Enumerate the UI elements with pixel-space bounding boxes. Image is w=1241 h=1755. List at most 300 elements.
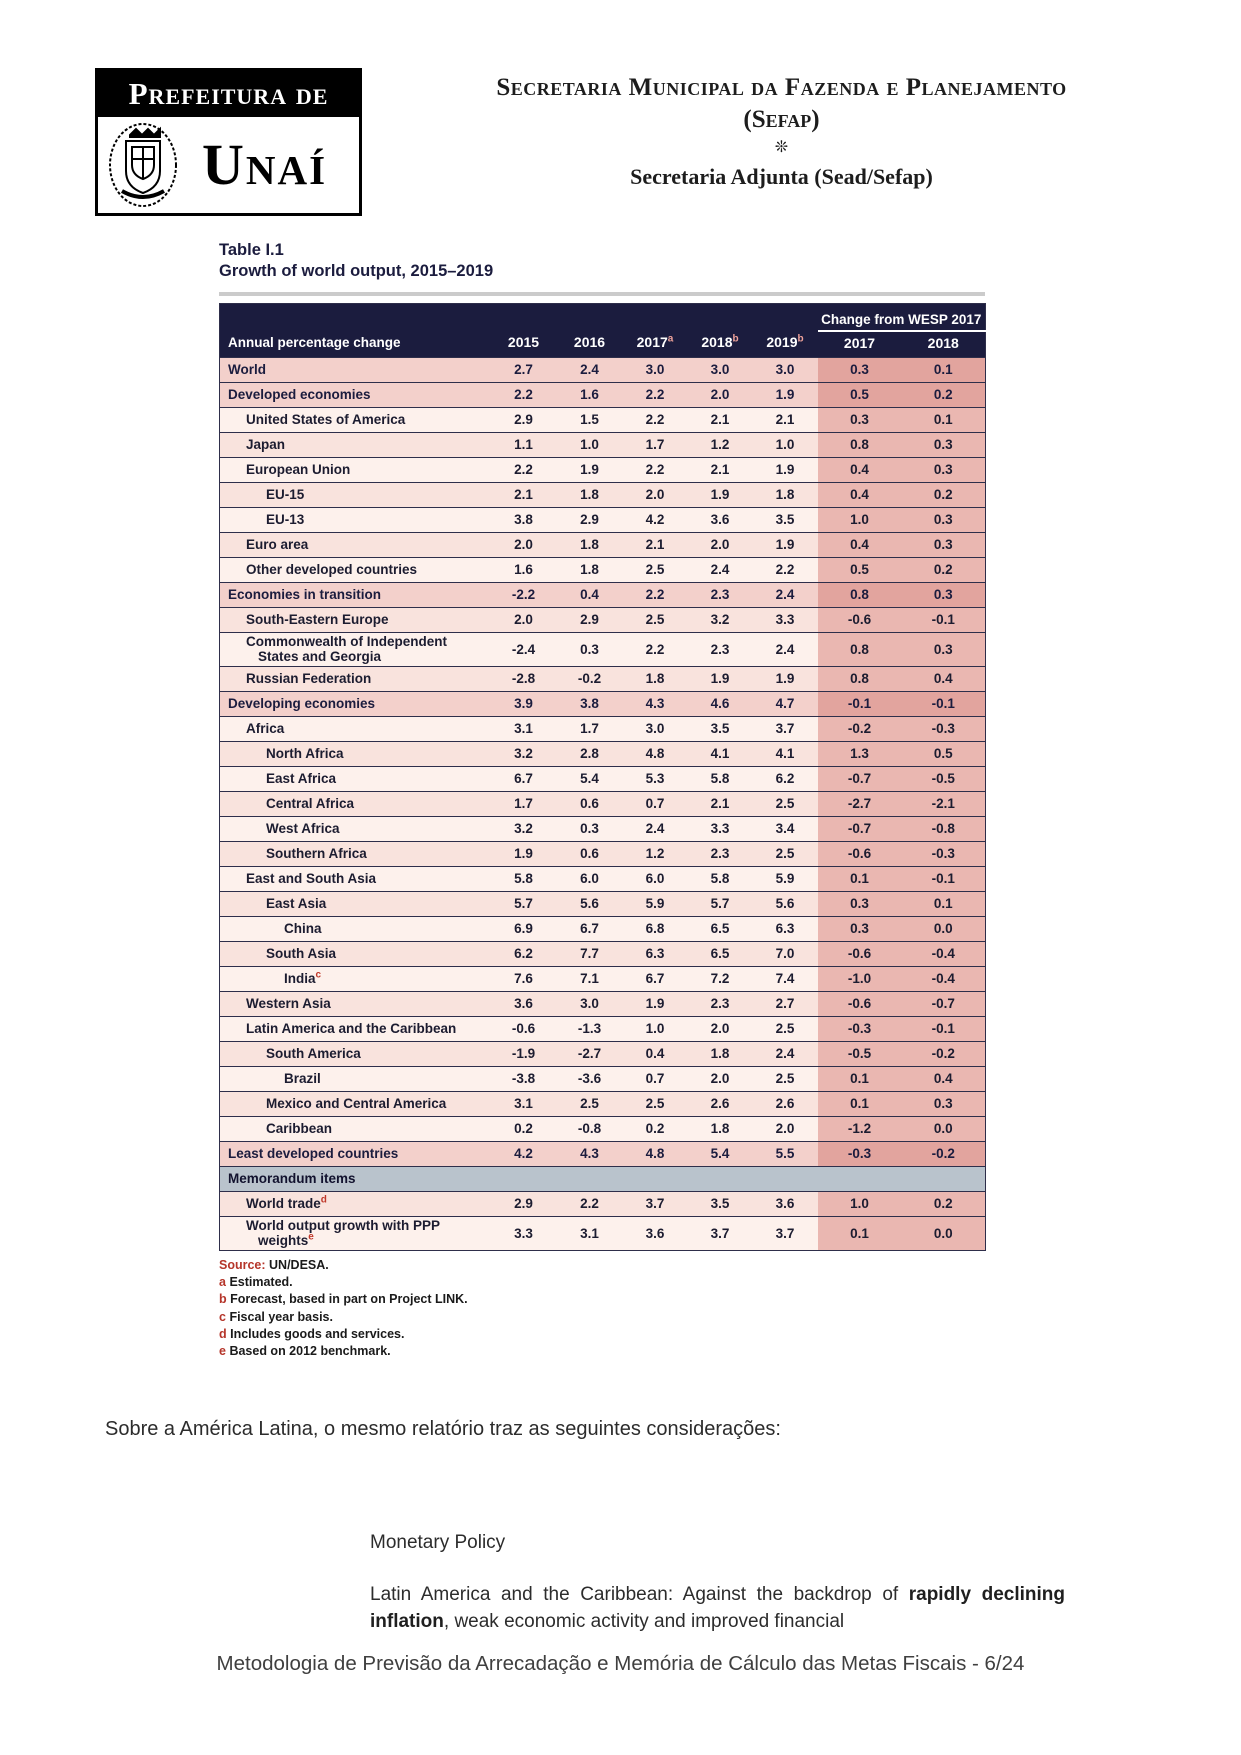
org-department: Secretaria Adjunta (Sead/Sefap) <box>630 164 933 189</box>
row-label-text: North Africa <box>266 746 344 762</box>
table-row <box>220 557 986 582</box>
value-cell: 1.9 <box>753 666 818 691</box>
value-cell: 2.0 <box>688 1066 753 1091</box>
value-cell: -1.2 <box>818 1116 902 1141</box>
row-label <box>220 766 491 791</box>
table-row <box>220 891 986 916</box>
value-cell: 5.6 <box>557 891 623 916</box>
value-cell: 3.7 <box>623 1191 688 1216</box>
value-cell: 3.6 <box>688 507 753 532</box>
table-row <box>220 1141 986 1166</box>
row-label <box>220 557 491 582</box>
row-label <box>220 691 491 716</box>
value-cell: 2.7 <box>753 991 818 1016</box>
value-cell: 2.1 <box>688 407 753 432</box>
value-cell: 3.6 <box>623 1216 688 1250</box>
value-cell: 1.0 <box>818 507 902 532</box>
row-superscript: e <box>308 1231 314 1243</box>
value-cell: 2.2 <box>753 557 818 582</box>
table-row <box>220 1041 986 1066</box>
value-cell: 0.3 <box>557 632 623 666</box>
value-cell: 0.0 <box>902 1116 986 1141</box>
value-cell: 5.4 <box>688 1141 753 1166</box>
row-label <box>220 1016 491 1041</box>
value-cell: -0.1 <box>818 691 902 716</box>
footnote-letter: b <box>219 1292 231 1307</box>
value-cell: 3.2 <box>491 816 557 841</box>
logo-banner-text: Prefeitura de <box>98 71 359 117</box>
row-label <box>220 941 491 966</box>
value-cell: 2.6 <box>688 1091 753 1116</box>
table-row <box>220 507 986 532</box>
row-label-text: East Africa <box>266 771 337 787</box>
value-cell: 0.2 <box>491 1116 557 1141</box>
table-header-row <box>220 303 986 331</box>
row-label <box>220 841 491 866</box>
table-row <box>220 482 986 507</box>
value-cell: 0.1 <box>818 1066 902 1091</box>
value-cell: 0.3 <box>902 457 986 482</box>
value-cell: 0.1 <box>902 357 986 382</box>
value-cell: 0.3 <box>902 532 986 557</box>
row-label-text: Africa <box>246 721 285 737</box>
value-cell: 2.2 <box>491 457 557 482</box>
column-header-change-year: 2017 <box>818 331 902 358</box>
value-cell: 2.5 <box>753 1016 818 1041</box>
value-cell: 2.9 <box>491 1191 557 1216</box>
value-cell: 1.5 <box>557 407 623 432</box>
footnote-letter: e <box>219 1344 230 1359</box>
value-cell: 0.3 <box>902 632 986 666</box>
value-cell: -2.1 <box>902 791 986 816</box>
row-label-text: Euro area <box>246 537 309 553</box>
value-cell: 6.2 <box>491 941 557 966</box>
value-cell: -0.6 <box>818 941 902 966</box>
value-cell: 3.1 <box>557 1216 623 1250</box>
row-label-text: Mexico and Central America <box>266 1096 447 1112</box>
value-cell: -2.7 <box>557 1041 623 1066</box>
value-cell: -3.8 <box>491 1066 557 1091</box>
value-cell: 4.3 <box>557 1141 623 1166</box>
value-cell: -0.2 <box>557 666 623 691</box>
table-row <box>220 916 986 941</box>
body-heading: Monetary Policy <box>370 1532 506 1553</box>
body-paragraph <box>370 1582 1065 1636</box>
org-sefap: (Sefap) <box>743 106 820 133</box>
value-cell: -0.3 <box>818 1141 902 1166</box>
value-cell: 0.3 <box>902 582 986 607</box>
value-cell: 2.0 <box>623 482 688 507</box>
value-cell: 1.9 <box>688 666 753 691</box>
value-cell: 0.3 <box>818 891 902 916</box>
value-cell: -0.2 <box>902 1041 986 1066</box>
page-footer: Metodologia de Previsão da Arrecadação e Memória de Cálculo das Metas Fiscais - 6/24 <box>216 1652 1025 1675</box>
prefeitura-unai-logo <box>95 68 362 216</box>
value-cell: 6.0 <box>623 866 688 891</box>
value-cell: 2.2 <box>623 582 688 607</box>
value-cell: 1.7 <box>491 791 557 816</box>
table-row <box>220 1066 986 1091</box>
table-row <box>220 941 986 966</box>
row-label-text: Western Asia <box>246 996 331 1012</box>
value-cell: 2.8 <box>557 741 623 766</box>
table-row <box>220 632 986 666</box>
value-cell: 2.5 <box>753 1066 818 1091</box>
footnote-item: a Estimated. <box>219 1275 293 1290</box>
row-label-text: World trade$^d$ <box>246 1194 327 1212</box>
row-label <box>220 1141 491 1166</box>
table-row <box>220 716 986 741</box>
paragraph-segment: Latin America and the Caribbean: Against the backdrop of <box>370 1584 909 1605</box>
value-cell: 3.0 <box>688 357 753 382</box>
row-label-text: Southern Africa <box>266 846 367 862</box>
row-label <box>220 791 491 816</box>
row-label-text: Developing economies <box>228 696 376 712</box>
value-cell: 2.0 <box>688 1016 753 1041</box>
table-row <box>220 841 986 866</box>
value-cell: 1.9 <box>557 457 623 482</box>
row-label-text: China <box>284 921 322 937</box>
value-cell: 0.4 <box>902 1066 986 1091</box>
value-cell: -0.6 <box>491 1016 557 1041</box>
value-cell: 1.1 <box>491 432 557 457</box>
value-cell: 2.5 <box>753 791 818 816</box>
value-cell: 3.3 <box>753 607 818 632</box>
value-cell: 0.6 <box>557 841 623 866</box>
row-label-text: Latin America and the Caribbean <box>246 1021 457 1037</box>
row-superscript: d <box>320 1194 327 1206</box>
value-cell: 1.8 <box>688 1116 753 1141</box>
value-cell: 7.6 <box>491 966 557 991</box>
table-row <box>220 382 986 407</box>
row-label <box>220 407 491 432</box>
value-cell: -0.6 <box>818 991 902 1016</box>
value-cell: -0.5 <box>902 766 986 791</box>
column-header-year: 2019$^b$ <box>753 303 818 357</box>
body-intro: Sobre a América Latina, o mesmo relatório traz as seguintes considerações: <box>105 1418 781 1440</box>
value-cell: 2.9 <box>557 607 623 632</box>
column-header-year: 2015 <box>491 303 557 357</box>
table-row <box>220 357 986 382</box>
value-cell: 0.3 <box>557 816 623 841</box>
table-row <box>220 791 986 816</box>
value-cell: 7.7 <box>557 941 623 966</box>
value-cell: 6.8 <box>623 916 688 941</box>
table-row <box>220 1016 986 1041</box>
value-cell: 2.4 <box>753 632 818 666</box>
value-cell: 1.8 <box>557 532 623 557</box>
value-cell: 2.2 <box>623 457 688 482</box>
table-row <box>220 432 986 457</box>
value-cell: 1.0 <box>623 1016 688 1041</box>
value-cell: 0.1 <box>902 407 986 432</box>
value-cell: 7.1 <box>557 966 623 991</box>
footnote-item: e Based on 2012 benchmark. <box>219 1344 391 1359</box>
row-label <box>220 1066 491 1091</box>
value-cell: 1.2 <box>623 841 688 866</box>
value-cell: 0.8 <box>818 666 902 691</box>
table-footnotes <box>219 1257 985 1361</box>
footnote-item: d Includes goods and services. <box>219 1326 405 1341</box>
value-cell: -2.2 <box>491 582 557 607</box>
table-body <box>220 357 986 1250</box>
row-label <box>220 1116 491 1141</box>
value-cell: 1.9 <box>623 991 688 1016</box>
table-row <box>220 1191 986 1216</box>
value-cell: 1.9 <box>688 482 753 507</box>
value-cell: 2.0 <box>491 532 557 557</box>
value-cell: -0.4 <box>902 966 986 991</box>
value-cell: 1.8 <box>753 482 818 507</box>
value-cell: 0.1 <box>818 866 902 891</box>
value-cell: 6.5 <box>688 941 753 966</box>
source-label: Source: <box>219 1257 266 1272</box>
value-cell: 4.2 <box>623 507 688 532</box>
value-cell: 2.7 <box>491 357 557 382</box>
value-cell: 0.0 <box>902 1216 986 1250</box>
value-cell: -0.1 <box>902 866 986 891</box>
header-superscript: a <box>667 333 674 345</box>
value-cell: 3.1 <box>491 716 557 741</box>
footnote-letter: d <box>219 1326 231 1341</box>
row-label <box>220 1191 491 1216</box>
row-label-text: Other developed countries <box>246 562 418 578</box>
row-label-text: South America <box>266 1046 361 1062</box>
value-cell: 2.2 <box>623 382 688 407</box>
value-cell: 2.0 <box>688 532 753 557</box>
column-header-year: 2018$^b$ <box>688 303 753 357</box>
row-label-text: East Asia <box>266 896 327 912</box>
value-cell: 3.0 <box>557 991 623 1016</box>
value-cell: 0.3 <box>818 916 902 941</box>
value-cell: 2.3 <box>688 841 753 866</box>
row-label-text: Caribbean <box>266 1121 333 1137</box>
table-row <box>220 816 986 841</box>
column-header-change-group: Change from WESP 2017 <box>818 303 986 331</box>
value-cell: 5.8 <box>688 866 753 891</box>
value-cell: 0.5 <box>902 741 986 766</box>
value-cell: -0.2 <box>818 716 902 741</box>
row-label <box>220 607 491 632</box>
row-label-text: South-Eastern Europe <box>246 612 389 628</box>
value-cell: -1.0 <box>818 966 902 991</box>
value-cell: 0.5 <box>818 557 902 582</box>
row-label <box>220 1041 491 1066</box>
row-label <box>220 991 491 1016</box>
value-cell: 5.4 <box>557 766 623 791</box>
value-cell: 4.7 <box>753 691 818 716</box>
row-label-text: Commonwealth of Independent States and Georgia <box>246 633 447 665</box>
value-cell: 2.6 <box>753 1091 818 1116</box>
row-label <box>220 816 491 841</box>
value-cell: 5.5 <box>753 1141 818 1166</box>
value-cell: -0.8 <box>557 1116 623 1141</box>
value-cell: 3.5 <box>753 507 818 532</box>
value-cell: 5.3 <box>623 766 688 791</box>
row-label <box>220 741 491 766</box>
value-cell: 6.7 <box>491 766 557 791</box>
value-cell: 4.6 <box>688 691 753 716</box>
value-cell: 2.3 <box>688 991 753 1016</box>
value-cell: 1.0 <box>557 432 623 457</box>
value-cell: 2.0 <box>491 607 557 632</box>
value-cell: 2.9 <box>491 407 557 432</box>
row-label <box>220 1216 491 1250</box>
value-cell: 1.6 <box>557 382 623 407</box>
value-cell: 1.7 <box>557 716 623 741</box>
value-cell: 0.8 <box>818 582 902 607</box>
row-label <box>220 891 491 916</box>
value-cell: 1.7 <box>623 432 688 457</box>
value-cell: 2.4 <box>753 582 818 607</box>
table-row <box>220 1091 986 1116</box>
value-cell: 2.1 <box>688 791 753 816</box>
value-cell: 6.0 <box>557 866 623 891</box>
table-row <box>220 866 986 891</box>
value-cell: -1.3 <box>557 1016 623 1041</box>
column-header-change-year: 2018 <box>902 331 986 358</box>
row-label-text: Central Africa <box>266 796 355 812</box>
value-cell: 3.7 <box>753 1216 818 1250</box>
table-head <box>220 303 986 357</box>
coat-of-arms-icon <box>106 121 180 209</box>
column-header-label: Annual percentage change <box>220 303 491 357</box>
value-cell: 0.6 <box>557 791 623 816</box>
row-label <box>220 582 491 607</box>
value-cell: 2.1 <box>491 482 557 507</box>
value-cell: 1.9 <box>491 841 557 866</box>
value-cell: 0.4 <box>623 1041 688 1066</box>
value-cell: -0.3 <box>818 1016 902 1041</box>
title-block <box>382 68 1181 216</box>
value-cell: -0.6 <box>818 841 902 866</box>
header-superscript: b <box>732 333 739 345</box>
row-label-text: Least developed countries <box>228 1146 399 1162</box>
value-cell: 2.4 <box>557 357 623 382</box>
value-cell: 2.2 <box>557 1191 623 1216</box>
value-cell: 3.3 <box>491 1216 557 1250</box>
value-cell: 3.7 <box>688 1216 753 1250</box>
value-cell: 2.1 <box>753 407 818 432</box>
table-row <box>220 607 986 632</box>
row-label <box>220 916 491 941</box>
value-cell: 0.5 <box>818 382 902 407</box>
value-cell: 4.3 <box>623 691 688 716</box>
value-cell: 1.8 <box>688 1041 753 1066</box>
value-cell: 3.5 <box>688 1191 753 1216</box>
value-cell: 3.6 <box>753 1191 818 1216</box>
row-label <box>220 966 491 991</box>
value-cell: 3.0 <box>753 357 818 382</box>
value-cell: 1.0 <box>818 1191 902 1216</box>
value-cell: 5.9 <box>623 891 688 916</box>
row-label <box>220 457 491 482</box>
row-label-text: India$^c$ <box>284 969 322 987</box>
row-label <box>220 666 491 691</box>
value-cell: 0.4 <box>818 532 902 557</box>
value-cell: 1.9 <box>753 382 818 407</box>
row-label <box>220 507 491 532</box>
table-row <box>220 691 986 716</box>
value-cell: 6.2 <box>753 766 818 791</box>
value-cell: 1.8 <box>623 666 688 691</box>
column-header-year: 2016 <box>557 303 623 357</box>
value-cell: 3.6 <box>491 991 557 1016</box>
logo-city-text: Unaí <box>201 132 328 197</box>
value-cell: -0.2 <box>902 1141 986 1166</box>
value-cell: 5.8 <box>491 866 557 891</box>
value-cell: 2.4 <box>688 557 753 582</box>
value-cell: -1.9 <box>491 1041 557 1066</box>
value-cell: 0.8 <box>818 632 902 666</box>
value-cell: 4.1 <box>688 741 753 766</box>
value-cell: 5.7 <box>688 891 753 916</box>
value-cell: -0.7 <box>902 991 986 1016</box>
table-row <box>220 741 986 766</box>
row-label-text: Developed economies <box>228 387 371 403</box>
value-cell: 2.5 <box>623 1091 688 1116</box>
value-cell: 2.5 <box>557 1091 623 1116</box>
value-cell: 0.1 <box>818 1091 902 1116</box>
value-cell: 0.4 <box>818 457 902 482</box>
caption-divider <box>219 292 985 296</box>
value-cell: 0.7 <box>623 791 688 816</box>
value-cell: 0.4 <box>902 666 986 691</box>
value-cell: 0.3 <box>902 432 986 457</box>
value-cell: 2.5 <box>753 841 818 866</box>
table-row <box>220 582 986 607</box>
table-caption-title: Growth of world output, 2015–2019 <box>219 262 494 281</box>
value-cell: 2.5 <box>623 557 688 582</box>
table-row <box>220 407 986 432</box>
memo-header-cell: Memorandum items <box>220 1166 986 1191</box>
value-cell: 1.8 <box>557 557 623 582</box>
value-cell: 0.2 <box>902 557 986 582</box>
row-label <box>220 1091 491 1116</box>
value-cell: -3.6 <box>557 1066 623 1091</box>
value-cell: 7.0 <box>753 941 818 966</box>
footnote-source <box>219 1257 985 1274</box>
value-cell: 3.1 <box>491 1091 557 1116</box>
row-label-text: EU-13 <box>266 512 305 528</box>
value-cell: 0.7 <box>623 1066 688 1091</box>
row-label-text: East and South Asia <box>246 871 377 887</box>
value-cell: 6.3 <box>623 941 688 966</box>
value-cell: 3.2 <box>688 607 753 632</box>
row-label-text: World <box>228 362 266 378</box>
value-cell: 2.3 <box>688 632 753 666</box>
row-superscript: c <box>315 969 322 981</box>
paragraph-segment: rapidly declining inflation <box>370 1584 1065 1632</box>
value-cell: 2.4 <box>753 1041 818 1066</box>
value-cell: 0.4 <box>557 582 623 607</box>
header-superscript: b <box>797 333 804 345</box>
value-cell: -0.5 <box>818 1041 902 1066</box>
value-cell: 1.3 <box>818 741 902 766</box>
value-cell: 3.4 <box>753 816 818 841</box>
value-cell: 2.0 <box>688 382 753 407</box>
value-cell: 3.0 <box>623 357 688 382</box>
value-cell: 3.3 <box>688 816 753 841</box>
row-label <box>220 866 491 891</box>
value-cell: 2.4 <box>623 816 688 841</box>
table-row <box>220 1216 986 1250</box>
growth-of-world-output-table <box>219 303 986 1251</box>
value-cell: 0.2 <box>902 482 986 507</box>
paragraph-segment: , weak economic activity and improved financial <box>443 1610 845 1632</box>
table-row <box>220 457 986 482</box>
row-label-text: Economies in transition <box>228 587 382 603</box>
